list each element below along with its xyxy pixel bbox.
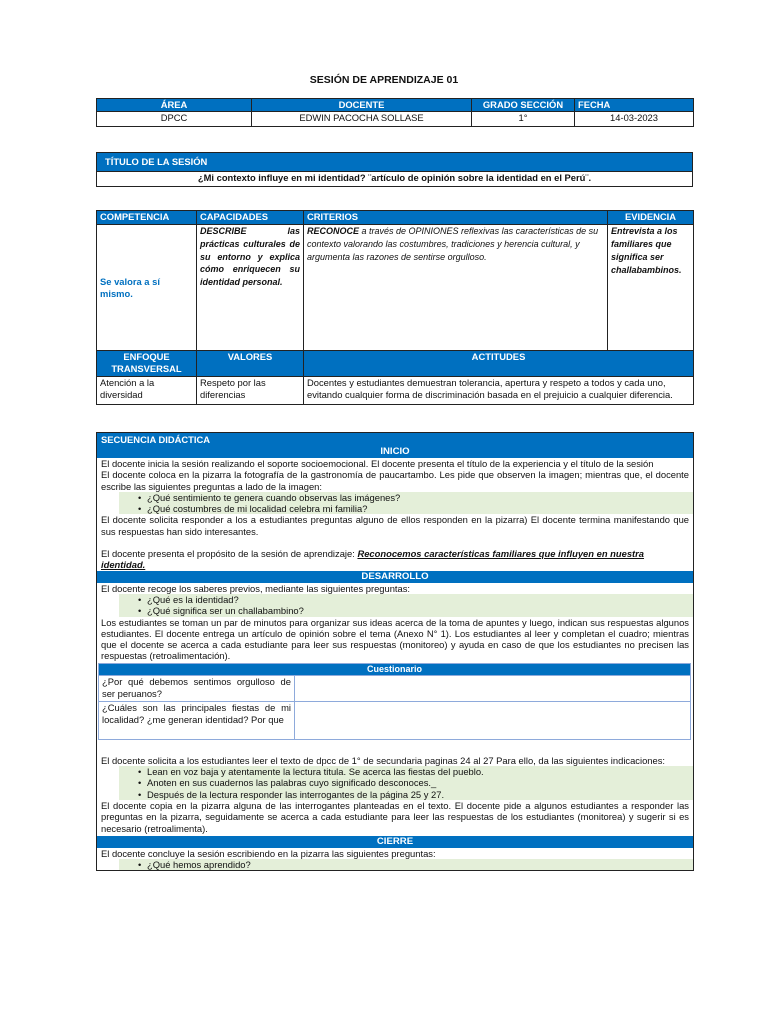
inicio-p2: El docente coloca en la pizarra la fotografía de la gastronomía de paucartambo. Les pide que observen la imagen; mientras que, el docente escribe las siguientes preguntas a lado de la imagen: xyxy=(101,469,689,492)
desarrollo-p1: El docente recoge los saberes previos, mediante las siguientes preguntas: xyxy=(101,582,411,594)
valores-value: Respeto por las diferencias xyxy=(197,377,304,405)
docente-header: DOCENTE xyxy=(252,99,472,112)
question-2: ¿Cuáles son las principales fiestas de mi localidad? ¿me generan identidad? Por que xyxy=(99,701,295,739)
sequence-section xyxy=(96,432,694,871)
desarrollo-p2: Los estudiantes se toman un par de minutos para organizar sus ideas acerca de la toma de apuntes y luego, indican sus respuestas algunos estudiantes. El docente entrega un artículo de opinión sobre el tema (Anexo N° 1). Los estudiantes al leer y completan el cuadro; mientras que el docente se acerca a cada estudiante para leer sus respuestas (monitoreo) y ayuda en caso de que los estudiantes no precisen las respuestas (retroalimentación). xyxy=(101,616,689,662)
session-title-table xyxy=(96,152,693,187)
document-title: SESIÓN DE APRENDIZAJE 01 xyxy=(309,74,459,86)
answer-2-cell[interactable] xyxy=(295,701,691,739)
criterios-verb: RECONOCE xyxy=(307,226,360,236)
competencia-value: Se valora a sí mismo. xyxy=(97,225,197,351)
question-1: ¿Por qué debemos sentimos orgulloso de ser peruanos? xyxy=(99,675,295,701)
valores-header: VALORES xyxy=(197,351,304,377)
criterios-text: a través de OPINIONES reflexivas las características de su contexto valorando las costumbres, tradiciones y herencia cultural, y argumenta las razones de sentirse orgulloso. xyxy=(307,226,599,262)
area-value: DPCC xyxy=(97,112,252,127)
desarrollo-p4: El docente copia en la pizarra alguna de las interrogantes planteadas en el texto. El docente pide a algunos estudiantes a responder las preguntas en la pizarra, seguidamente se acerca a cada estudiante para leer las respuestas de los estudiantes (monitorea) y sugerir si es necesario (retroalimenta). xyxy=(101,799,689,834)
session-title-value: ¿Mi contexto influye en mi identidad? ¨artículo de opinión sobre la identidad en el Perú¨. xyxy=(97,172,693,187)
actitudes-header: ACTITUDES xyxy=(304,351,694,377)
competency-table xyxy=(96,210,694,405)
questionnaire-table xyxy=(98,663,691,740)
inicio-bullet-2: • ¿Qué costumbres de mi localidad celebra mi familia? xyxy=(119,503,693,514)
competencia-header: COMPETENCIA xyxy=(97,211,197,225)
grado-header: GRADO SECCIÓN xyxy=(472,99,575,112)
evidencia-value: Entrevista a los familiares que significa ser challabambinos. xyxy=(608,225,694,351)
actitudes-value: Docentes y estudiantes demuestran tolerancia, apertura y respeto a todos y cada uno, evitando cualquier forma de discriminación basada en el prejuicio a cualquier diferencia. xyxy=(304,377,694,405)
inicio-p1: El docente inicia la sesión realizando el soporte socioemocional. El docente presenta el título de la experiencia y el título de la sesión xyxy=(101,458,654,469)
answer-1-cell[interactable] xyxy=(295,675,691,701)
capacidades-value: DESCRIBE las prácticas culturales de su entorno y explica cómo enriquecen su identidad personal. xyxy=(197,225,304,351)
inicio-p4 xyxy=(97,548,693,571)
sequence-header: SECUENCIA DIDÁCTICA xyxy=(97,433,693,446)
docente-value: EDWIN PACOCHA SOLLASE xyxy=(252,112,472,127)
cierre-bullet-1: • ¿Qué hemos aprendido? xyxy=(119,859,693,870)
cierre-header: CIERRE xyxy=(97,836,693,848)
area-header: ÁREA xyxy=(97,99,252,112)
enfoque-header: ENFOQUE TRANSVERSAL xyxy=(97,351,197,377)
criterios-header: CRITERIOS xyxy=(304,211,608,225)
cierre-p1: El docente concluye la sesión escribiendo en la pizarra las siguientes preguntas: xyxy=(101,847,436,859)
desarrollo-bullet-1: • ¿Qué es la identidad? xyxy=(119,594,693,605)
desarrollo-bullet-4: • Anoten en sus cuadernos las palabras cuyo significado desconoces._ xyxy=(119,777,693,788)
inicio-p4-text: El docente presenta el propósito de la sesión de aprendizaje: xyxy=(101,548,355,560)
fecha-value: 14-03-2023 xyxy=(575,112,694,127)
desarrollo-bullet-3: • Lean en voz baja y atentamente la lectura titula. Se acerca las fiestas del pueblo. xyxy=(119,766,693,777)
desarrollo-p3: El docente solicita a los estudiantes leer el texto de dpcc de 1° de secundaria paginas 24 al 27 Para ello, da las siguientes indicaciones: xyxy=(101,754,666,766)
desarrollo-bullet-2: • ¿Qué significa ser un challabambino? xyxy=(119,605,693,616)
grado-value: 1° xyxy=(472,112,575,127)
inicio-p3: El docente solicita responder a los a estudiantes preguntas alguno de ellos responden en la pizarra) El docente termina manifestando que sus respuestas han sido interesantes. xyxy=(101,514,689,537)
session-title-header: TÍTULO DE LA SESIÓN xyxy=(97,153,693,172)
inicio-header: INICIO xyxy=(97,446,693,458)
session-purpose: Reconocemos características familiares que influyen en nuestra identidad. xyxy=(101,548,645,571)
capacidades-header: CAPACIDADES xyxy=(197,211,304,225)
enfoque-value: Atención a la diversidad xyxy=(97,377,197,405)
desarrollo-header: DESARROLLO xyxy=(97,571,693,583)
inicio-bullet-1: • ¿Qué sentimiento te genera cuando observas las imágenes? xyxy=(119,492,693,503)
criterios-value xyxy=(304,225,608,351)
fecha-header: FECHA xyxy=(575,99,694,112)
questionnaire-header: Cuestionario xyxy=(99,663,691,675)
evidencia-header: EVIDENCIA xyxy=(608,211,694,225)
desarrollo-bullet-5: • Después de la lectura responder las interrogantes de la página 25 y 27. xyxy=(119,789,693,800)
info-table xyxy=(96,98,694,127)
